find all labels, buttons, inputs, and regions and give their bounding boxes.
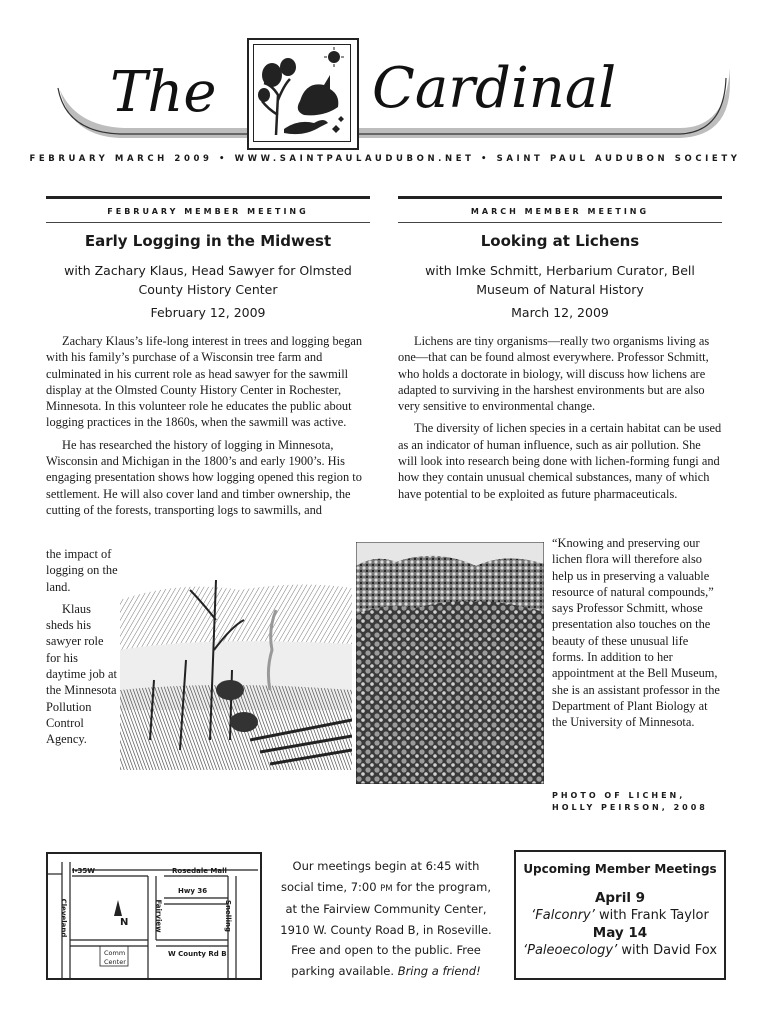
title-cardinal: Cardinal (372, 56, 617, 121)
mar-paragraph-1: Lichens are tiny organisms—really two organisms living as one—that can be found almost everywhere. Professor Schmitt, who holds a doctorate in biology, will discuss how lichens are adapted to surviving in the harshest environments but are also very sensitive to environmental change. (398, 334, 710, 414)
upcoming-title: Upcoming Member Meetings (523, 862, 717, 876)
feb-headline: Early Logging in the Midwest (84, 232, 332, 250)
info-pm: PM (380, 883, 393, 894)
lichen-photo (356, 542, 544, 784)
info-line-2 (276, 877, 496, 900)
label-north: N (120, 917, 129, 928)
upcoming-talk-1 (516, 908, 724, 923)
feb-rule (46, 196, 370, 199)
photo-credit-line-2: HOLLY PEIRSON, 2008 (552, 803, 708, 812)
label-hwy36: Hwy 36 (178, 887, 208, 895)
mar-rule (398, 196, 722, 199)
info-line-2a: social time, 7:00 (280, 879, 381, 894)
label-comm: Comm (104, 949, 126, 957)
upcoming-meetings-box (514, 850, 726, 980)
upcoming-speaker-2: with David Fox (617, 943, 718, 958)
title-the: The (110, 60, 217, 125)
feb-paragraph-1: Zachary Klaus’s life-long interest in trees and logging began with his family’s purchase of a Wisconsin tree farm and culminated in his current role as head sawyer for the sawmill display at the Olmsted County History Center in Rochester, Minnesota. In this volunteer role he educates the public about logging practices in the 1860s, when the sawmill was active. (46, 334, 363, 430)
mar-quote: “Knowing and preserving our lichen flora will therefore also help us in preserving a valuable resource of natural compounds,” says Professor Schmitt, whose presentation also touches on the beauty of these unusual life forms. In addition to her appointment at the Bell Museum, she is an assistant professor in the Department of Plant Biology at the University of Minnesota. (552, 536, 720, 730)
mar-kicker: MARCH MEMBER MEETING (470, 207, 650, 216)
upcoming-speaker-1: with Frank Taylor (594, 908, 709, 923)
mar-headline: Looking at Lichens (480, 232, 640, 250)
label-cleveland: Cleveland (59, 898, 68, 938)
feb-body-wrap (46, 546, 118, 754)
info-line-3: at the Fairview Community Center, (285, 902, 487, 916)
upcoming-topic-1: ‘Falconry’ (531, 908, 595, 923)
mar-quote-body (552, 535, 722, 737)
info-line-1: Our meetings begin at 6:45 with (292, 859, 480, 873)
feb-rule-thin (46, 222, 370, 223)
info-line-2b: for the program, (392, 879, 492, 894)
feb-byline: with Zachary Klaus, Head Sawyer for Olmsted County History Center (64, 263, 352, 297)
north-arrow-icon (114, 900, 122, 916)
upcoming-talk-2 (516, 943, 724, 958)
upcoming-date-1: April 9 (594, 890, 646, 906)
directions-map (46, 852, 262, 980)
mar-paragraph-2: The diversity of lichen species in a certain habitat can be used as an indicator of human influence, such as air pollution. She will look into research being done with lichen-forming fungi and how they contain unusual chemical substances, many of which have potential to be exploited as future pharmaceuticals. (398, 421, 722, 501)
feb-kicker: FEBRUARY MEMBER MEETING (107, 207, 309, 216)
label-county-rd: W County Rd B (168, 950, 227, 958)
dateline: FEBRUARY MARCH 2009 • WWW.SAINTPAULAUDUBON.NET • SAINT PAUL AUDUBON SOCIETY (29, 154, 741, 164)
label-fairview: Fairview (154, 899, 163, 933)
logging-illustration (120, 540, 352, 770)
feb-paragraph-3: Klaus sheds his sawyer role for his daytime job at the Minnesota Pollution Control Agency. (46, 601, 117, 747)
label-i35w: I-35W (72, 867, 95, 875)
feb-date: February 12, 2009 (150, 305, 266, 320)
info-line-6a: parking available. (291, 963, 398, 978)
meeting-info (276, 856, 496, 981)
label-snelling: Snelling (223, 900, 232, 932)
mar-date: March 12, 2009 (511, 305, 609, 320)
photo-credit-line-1: PHOTO OF LICHEN, (552, 791, 686, 800)
cardinal-bird-icon (254, 45, 350, 141)
upcoming-topic-2: ‘Paleoecology’ (522, 943, 618, 958)
mar-rule-thin (398, 222, 722, 223)
mar-byline: with Imke Schmitt, Herbarium Curator, Bell Museum of Natural History (425, 263, 695, 297)
feb-body (46, 333, 368, 524)
info-line-4: 1910 W. County Road B, in Roseville. (280, 922, 492, 937)
info-bring-friend: Bring a friend! (397, 963, 481, 978)
info-line-6 (276, 961, 496, 982)
feb-paragraph-2: He has researched the history of logging in Minnesota, Wisconsin and Michigan in the 1800’s and early 1900’s. His engaging presentation shows how logging opened this region to settlement. He will also cover land and timber ownership, the cutting of the forests, transporting logs to sawmills, and (46, 437, 362, 517)
feb-paragraph-2-wrap: the impact of logging on the land. (46, 547, 118, 594)
cardinal-logo (247, 38, 359, 150)
upcoming-date-2: May 14 (592, 925, 648, 941)
info-line-5: Free and open to the public. Free (291, 943, 481, 957)
mar-body (398, 333, 722, 508)
photo-credit (552, 790, 722, 814)
label-center: Center (104, 958, 126, 966)
label-rosedale: Rosedale Mall (172, 867, 227, 875)
